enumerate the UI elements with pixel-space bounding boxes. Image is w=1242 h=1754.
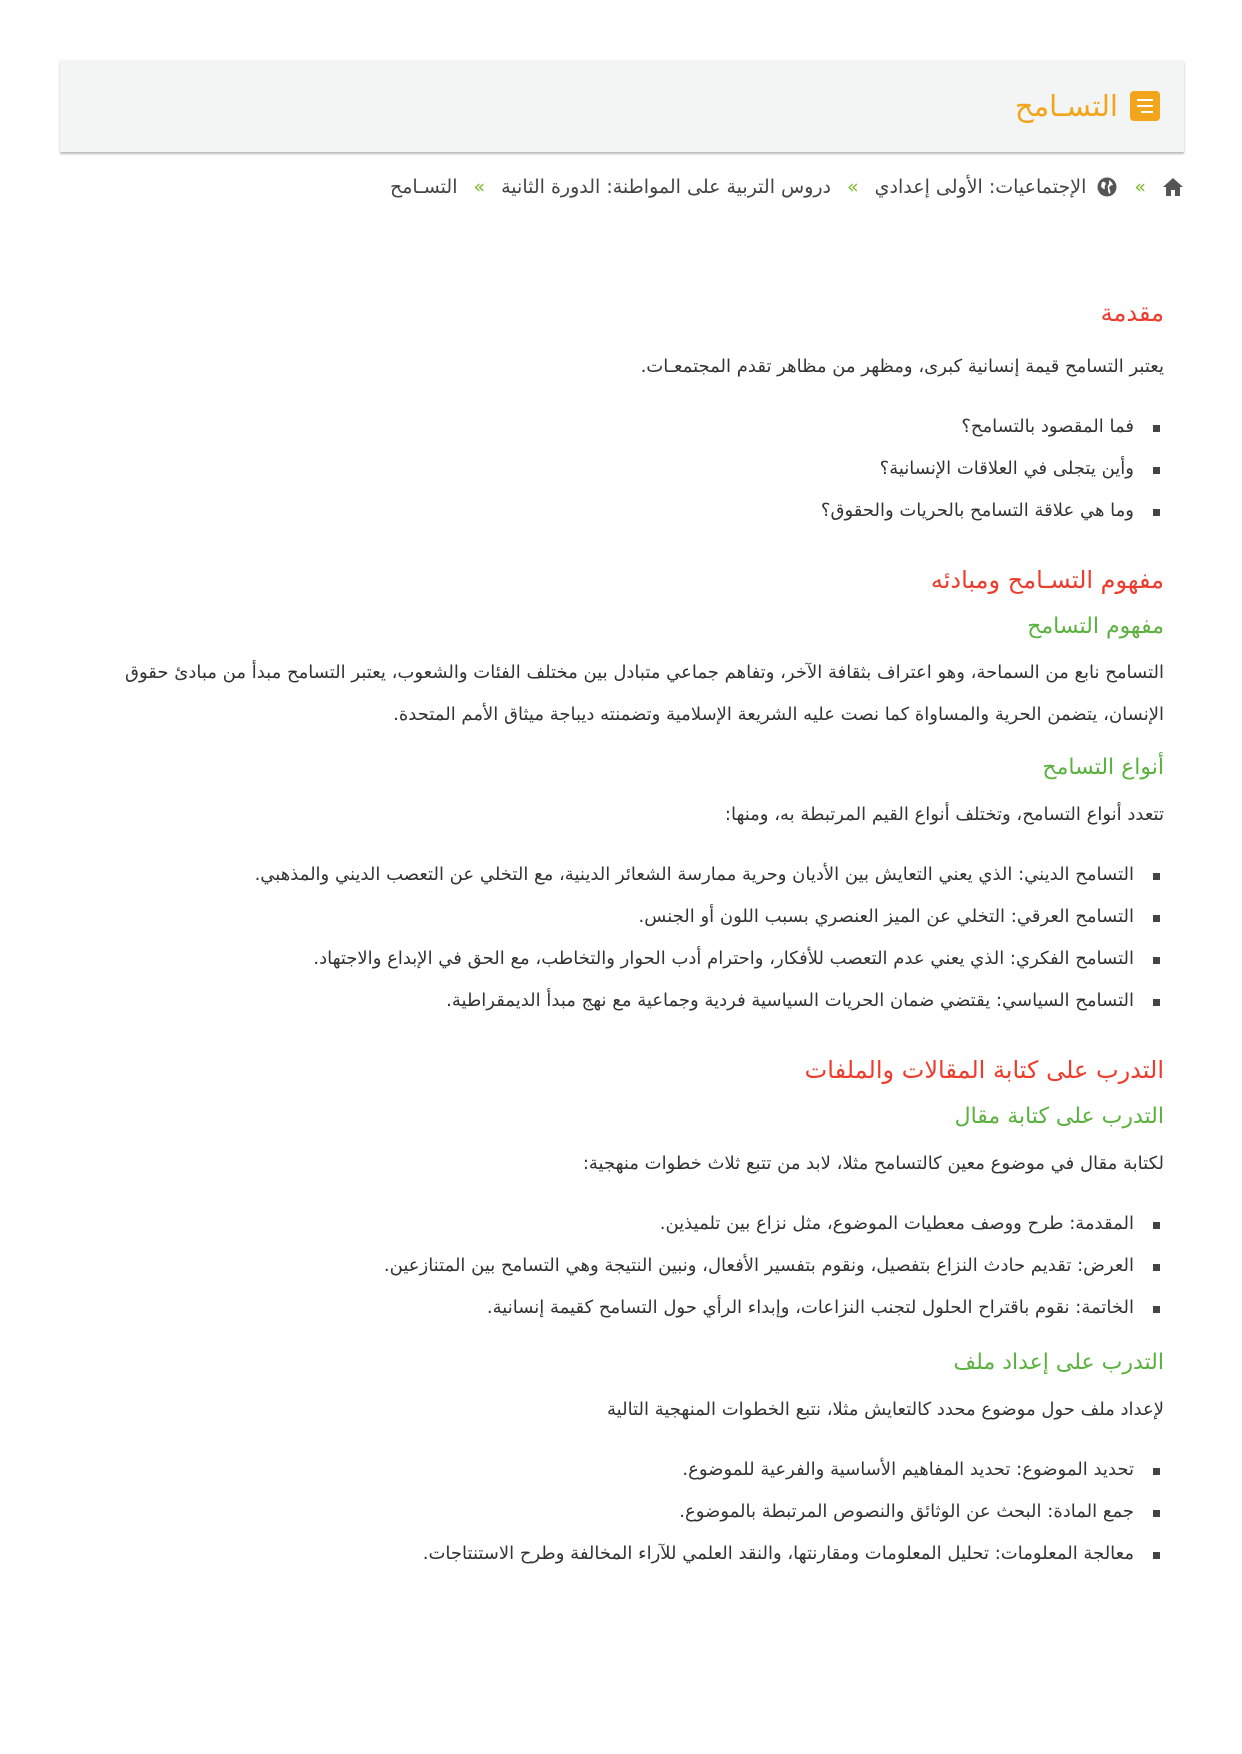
breadcrumb [390, 176, 1184, 198]
breadcrumb-separator: » [847, 176, 859, 198]
intro-questions-list [110, 406, 1164, 532]
list-item: العرض: تقديم حادث النزاع بتفصيل، ونقوم بتفسير الأفعال، ونبين النتيجة وهي التسامح بين المتنازعين. [110, 1245, 1134, 1287]
list-item: الخاتمة: نقوم باقتراح الحلول لتجنب النزاعات، وإبداء الرأي حول التسامح كقيمة إنسانية. [110, 1287, 1134, 1329]
intro-paragraph: يعتبر التسامح قيمة إنسانية كبرى، ومظهر من مظاهر تقدم المجتمعـات. [640, 356, 1164, 377]
list-item: المقدمة: طرح ووصف معطيات الموضوع، مثل نزاع بين تلميذين. [110, 1203, 1134, 1245]
page-header [60, 60, 1184, 152]
list-item: التسامح الديني: الذي يعني التعايش بين الأديان وحرية ممارسة الشعائر الدينية، مع التخلي عن التعصب الديني والمذهبي. [110, 854, 1134, 896]
subsection-title-article: التدرب على كتابة مقال [954, 1104, 1164, 1129]
types-list [110, 854, 1164, 1022]
list-item: التسامح السياسي: يقتضي ضمان الحريات السياسية فردية وجماعية مع نهج مبدأ الديمقراطية. [110, 980, 1134, 1022]
section-title-intro: مقدمة [1100, 299, 1164, 327]
globe-icon [1096, 176, 1118, 198]
list-item: التسامح الفكري: الذي يعني عدم التعصب للأفكار، واحترام أدب الحوار والتخاطب، مع الحق في الإبداع والاجتهاد. [110, 938, 1134, 980]
article-icon [1130, 91, 1160, 121]
subsection-title-concept: مفهوم التسامح [1027, 614, 1164, 639]
subsection-title-file: التدرب على إعداد ملف [953, 1350, 1164, 1375]
list-item: التسامح العرقي: التخلي عن الميز العنصري بسبب اللون أو الجنس. [110, 896, 1134, 938]
subsection-title-types: أنواع التسامح [1042, 755, 1164, 780]
article-steps-list [110, 1203, 1164, 1329]
section-title-training: التدرب على كتابة المقالات والملفات [804, 1056, 1164, 1084]
breadcrumb-current: التسـامح [389, 176, 458, 198]
list-item: جمع المادة: البحث عن الوثائق والنصوص المرتبطة بالموضوع. [110, 1491, 1134, 1533]
file-paragraph: لإعداد ملف حول موضوع محدد كالتعايش مثلا، نتبع الخطوات المنهجية التالية [607, 1399, 1164, 1420]
page-title: التسـامح [1014, 89, 1118, 123]
section-title-concept: مفهوم التسـامح ومبادئه [930, 566, 1164, 594]
list-item: فما المقصود بالتسامح؟ [110, 406, 1134, 448]
article-paragraph: لكتابة مقال في موضوع معين كالتسامح مثلا، لابد من تتبع ثلاث خطوات منهجية: [582, 1153, 1164, 1174]
concept-paragraph: التسامح نابع من السماحة، وهو اعتراف بثقافة الآخر، وتفاهم جماعي متبادل بين مختلف الفئات والشعوب، يعتبر التسامح مبدأ من مبادئ حقوق الإنسان، يتضمن الحرية والمساواة كما نصت عليه الشريعة الإسلامية وتضمنته ديباجة ميثاق الأمم المتحدة. [125, 662, 1164, 725]
breadcrumb-separator: » [1134, 176, 1146, 198]
article-content [110, 296, 1164, 1575]
list-item: تحديد الموضوع: تحديد المفاهيم الأساسية والفرعية للموضوع. [110, 1449, 1134, 1491]
breadcrumb-link-citizenship-lessons[interactable]: دروس التربية على المواطنة: الدورة الثانية [501, 176, 832, 198]
breadcrumb-separator: » [473, 176, 486, 198]
breadcrumb-link-social-studies[interactable]: الإجتماعيات: الأولى إعدادي [874, 176, 1087, 198]
list-item: معالجة المعلومات: تحليل المعلومات ومقارنتها، والنقد العلمي للآراء المخالفة وطرح الاستنتاجات. [110, 1533, 1134, 1575]
list-item: وأين يتجلى في العلاقات الإنسانية؟ [110, 448, 1134, 490]
home-icon[interactable] [1162, 177, 1184, 197]
file-steps-list [110, 1449, 1164, 1575]
list-item: وما هي علاقة التسامح بالحريات والحقوق؟ [110, 490, 1134, 532]
types-paragraph: تتعدد أنواع التسامح، وتختلف أنواع القيم المرتبطة به، ومنها: [724, 804, 1164, 825]
